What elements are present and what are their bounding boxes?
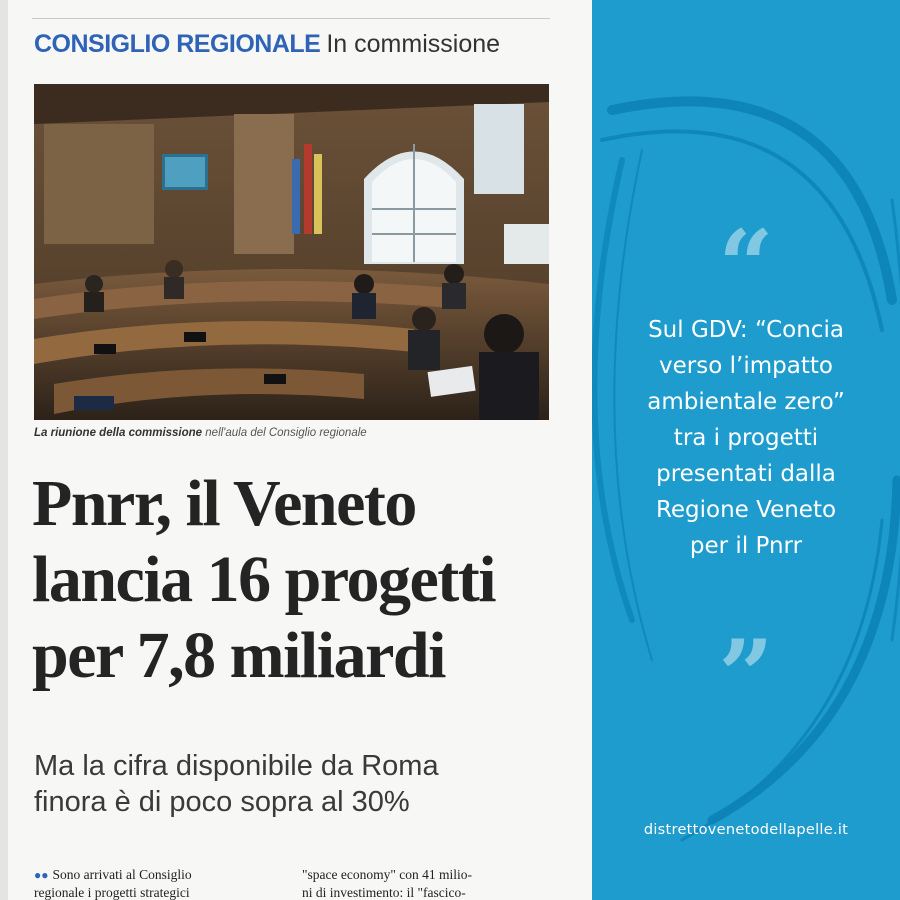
article-photo [34, 84, 549, 420]
quote-line: Regione Veneto [655, 497, 837, 523]
article-headline [32, 466, 572, 694]
caption-rest: nell'aula del Consiglio regionale [205, 427, 367, 439]
quote-line: per il Pnrr [689, 533, 803, 559]
quote-line: ambientale zero” [647, 389, 845, 415]
close-quote-icon: ” [718, 619, 774, 732]
headline-line: lancia 16 progetti [32, 543, 496, 616]
kicker-section: CONSIGLIO REGIONALE [34, 30, 321, 58]
headline-line: per 7,8 miliardi [32, 619, 445, 692]
quote-line: verso l’impatto [659, 353, 833, 379]
body-column-2 [302, 866, 472, 900]
subhead-line: Ma la cifra disponibile da Roma [34, 750, 439, 782]
body-text: ni di investimento: il "fascico- [302, 885, 466, 900]
kicker-topic: In commissione [326, 30, 501, 58]
open-quote-icon: “ [718, 209, 774, 322]
quote-line: presentati dalla [656, 461, 836, 487]
council-chamber-image [34, 84, 549, 420]
bullet-icon: ●● [34, 868, 49, 882]
website-link[interactable]: distrettovenetodellapelle.it [643, 822, 849, 838]
body-column-1 [34, 866, 192, 900]
quote-line: tra i progetti [673, 425, 819, 451]
body-text: regionale i progetti strategici [34, 885, 190, 900]
quote-line: Sul GDV: “Concia [648, 317, 844, 343]
caption-bold: La riunione della commissione [34, 427, 203, 439]
body-text: Sono arrivati al Consiglio [52, 867, 192, 882]
clipping-edge [0, 0, 8, 900]
quote-text [592, 312, 900, 564]
subhead-line: finora è di poco sopra al 30% [34, 786, 410, 818]
top-rule [32, 18, 550, 19]
photo-caption [34, 427, 367, 439]
headline-line: Pnrr, il Veneto [32, 467, 416, 540]
quote-panel [592, 0, 900, 900]
article-subheadline [34, 748, 574, 820]
article-kicker [34, 30, 500, 59]
body-text: "space economy" con 41 milio- [302, 867, 472, 882]
